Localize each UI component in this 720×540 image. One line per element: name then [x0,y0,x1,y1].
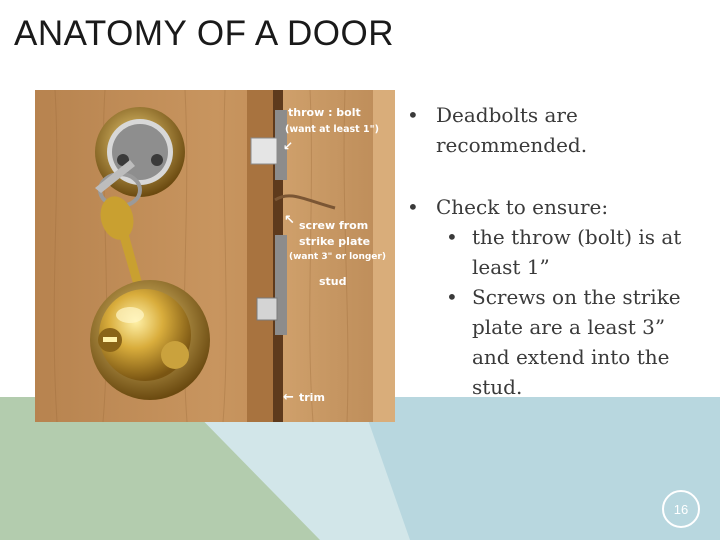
sub-bullet-text-line: the throw (bolt) is at [472,225,682,249]
sub-bullet-text-line: Screws on the strike [472,285,681,309]
deadbolt-throw [251,138,277,164]
bullet-item [405,100,710,160]
door-lock-photo [35,90,395,422]
bullet-list [405,100,710,402]
label-throw-want: (want at least 1") [285,124,379,135]
sub-bullet-item [405,282,710,402]
page-number-badge: 16 [662,490,700,528]
bullet-item [405,192,710,222]
label-screw-from: screw from [299,219,369,232]
bullet-dot: • [407,103,419,127]
sub-bullet-text-line: and extend into the [472,345,670,369]
label-screw-want: (want 3" or longer) [289,252,386,262]
slide-title: ANATOMY OF A DOOR [14,14,394,53]
knob-spindle [161,341,189,369]
sub-bullet-item [405,222,710,282]
bullet-dot: • [446,285,458,309]
label-strike-plate: strike plate [299,235,371,248]
label-throw-bolt: throw : bolt [288,106,361,119]
bullet-dot: • [446,225,458,249]
deadbolt-screw-right [151,154,163,166]
arrow-trim: ← [283,390,294,405]
arrow-throw: ↙ [283,139,294,153]
sub-bullet-text-line: plate are a least 3” [472,315,666,339]
bullet-text-line: Deadbolts are [436,103,578,127]
latch-bolt [257,298,277,320]
arrow-screw: ↖ [284,213,295,228]
knob-turn-slot [103,337,117,342]
sub-bullet-text-line: stud. [472,375,523,399]
label-trim: trim [299,391,325,404]
label-stud: stud [319,275,347,288]
bullet-text-line: recommended. [436,133,588,157]
sub-bullet-text-line: least 1” [472,255,550,279]
bullet-text-line: Check to ensure: [436,195,609,219]
knob-highlight [116,307,144,323]
bullet-dot: • [407,195,419,219]
